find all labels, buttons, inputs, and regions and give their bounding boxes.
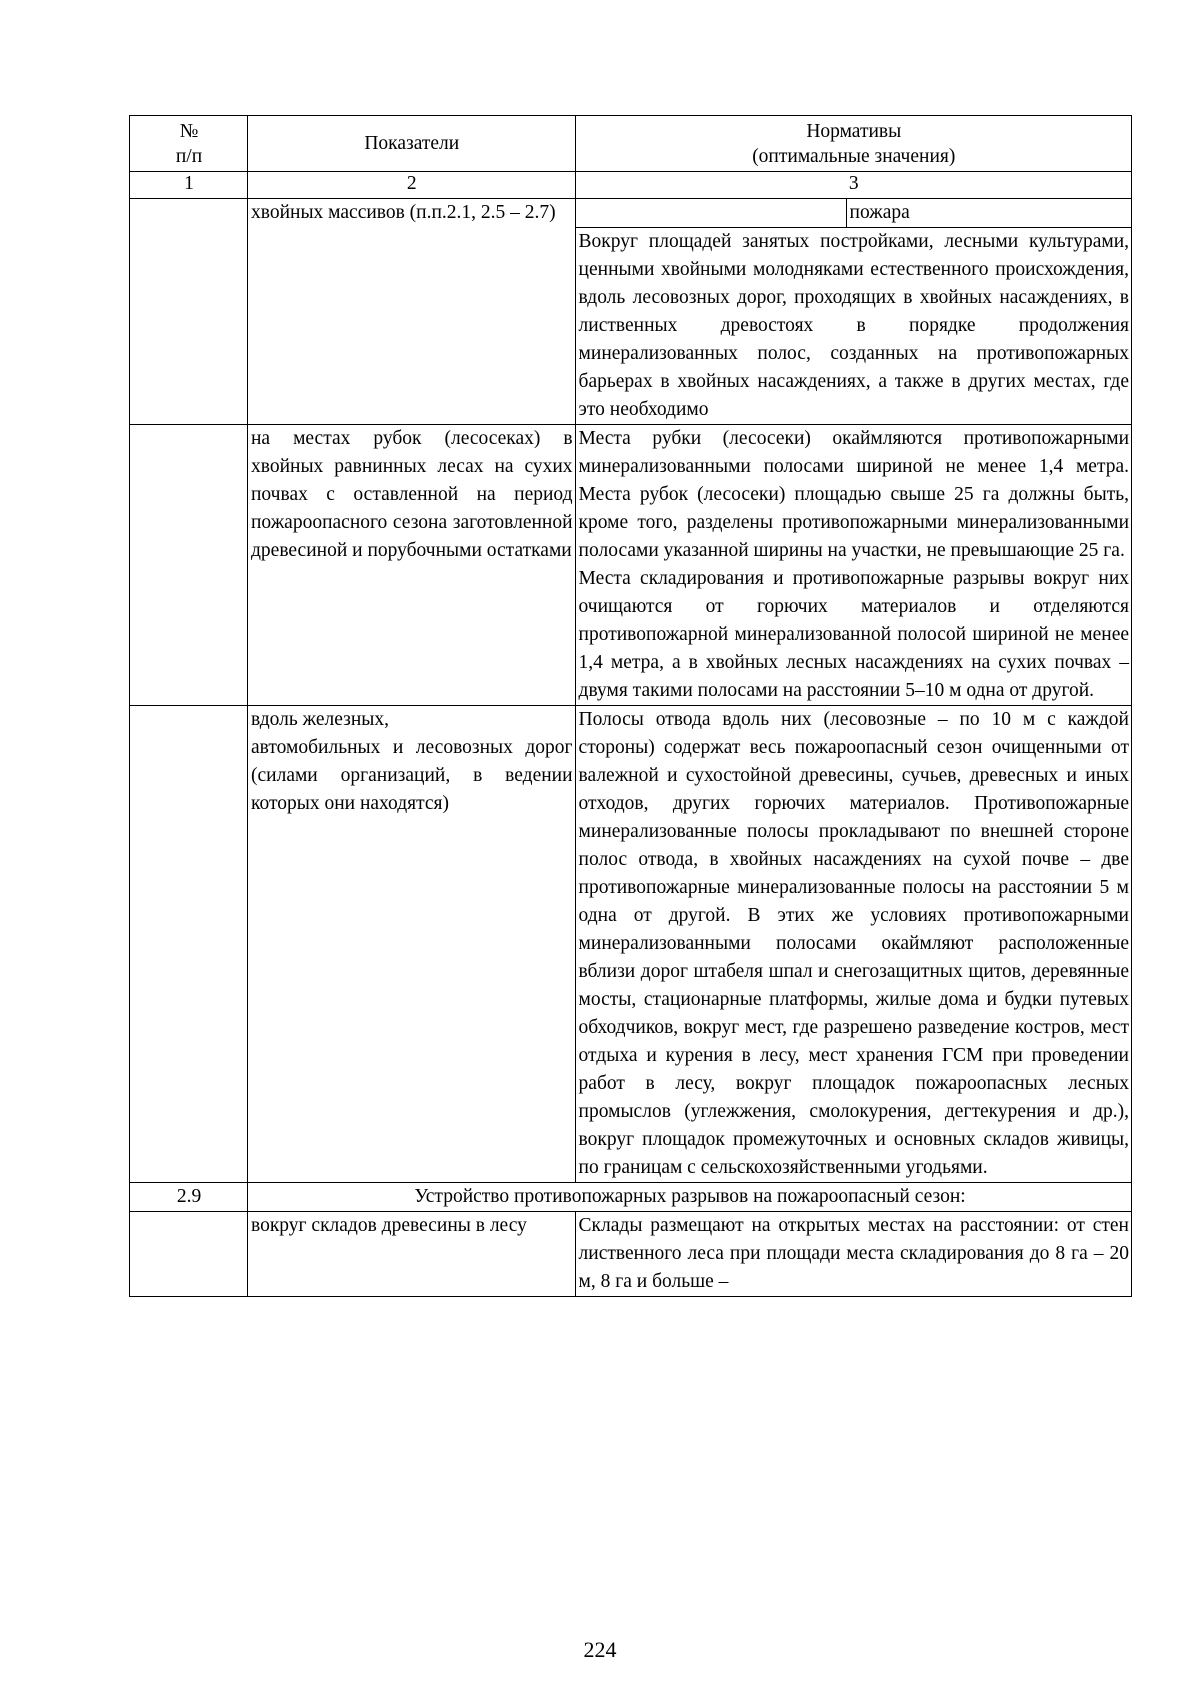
indicator-cell <box>248 425 576 706</box>
indicator-cell <box>248 1212 576 1297</box>
column-number-row <box>130 172 1132 199</box>
header-number: № п/п <box>130 116 248 172</box>
indicator-cell <box>248 706 576 1183</box>
section-title: Устройство противопожарных разрывов на пожароопасный сезон: <box>248 1183 1132 1212</box>
col-number-1: 1 <box>130 172 248 199</box>
col-number-2: 2 <box>248 172 576 199</box>
table-row <box>130 199 1132 425</box>
indicator-text: хвойных массивов (п.п.2.1, 2.5 – 2.7) <box>251 202 556 223</box>
norm-cell <box>575 425 1131 706</box>
row-number-cell <box>130 706 248 1183</box>
table-header-row <box>130 116 1132 172</box>
row-number-cell <box>130 199 248 425</box>
header-indicators: Показатели <box>248 116 576 172</box>
header-norms-title: Нормативы <box>806 120 902 142</box>
fragment-blank-cell <box>576 199 847 227</box>
norm-cell <box>575 199 1131 425</box>
page-number: 224 <box>583 1637 617 1662</box>
indicator-cell <box>248 199 576 425</box>
header-norms <box>575 116 1131 172</box>
indicator-text-line: вдоль железных, <box>251 709 389 730</box>
table-row <box>130 1212 1132 1297</box>
norms-table <box>129 115 1132 1297</box>
norm-text: Вокруг площадей занятых постройками, лесными культурами, ценными хвойными молодняками естественного происхождения, вдоль лесовозных дорог, проходящих в хвойных насаждениях, в лиственных древостоях в порядке продолжения минерализованных полос, созданных на противопожарных барьерах в хвойных насаждениях, а также в других местах, где это необходимо <box>578 231 1129 420</box>
norm-text: Полосы отвода вдоль них (лесовозные – по 10 м с каждой стороны) содержат весь пожароопасный сезон очищенными от валежной и сухостойной древесины, сучьев, древесных и иных отходов, других горючих материалов. Противопожарные минерализованные полосы прокладывают по внешней стороне полос отвода, в хвойных насаждениях на сухой почве – две противопожарные минерализованные полосы на расстоянии 5 м одна от другой. В этих же условиях противопожарными минерализованными полосами окаймляют расположенные вблизи дорог штабеля шпал и снегозащитных щитов, деревянные мосты, стационарные платформы, жилые дома и будки путевых обходчиков, вокруг мест, где разрешено разведение костров, мест отдыха и курения в лесу, мест хранения ГСМ при проведении работ в лесу, вокруг площадок пожароопасных лесных промыслов (углежжения, смолокурения, дегтекурения и др.), вокруг площадок промежуточных и основных складов живицы, по границам с сельскохозяйственными угодьями. <box>578 709 1129 1178</box>
norm-paragraph: Места складирования и противопожарные разрывы вокруг них очищаются от горючих материалов и отделяются противопожарной минерализованной полосой шириной не менее 1,4 метра, а в хвойных лесных насаждениях на сухих почвах – двумя такими полосами на расстоянии 5–10 м одна от другой. <box>578 568 1129 701</box>
norm-text: Склады размещают на открытых местах на расстоянии: от стен лиственного леса при площади места складирования до 8 га – 20 м, 8 га и больше – <box>578 1215 1129 1292</box>
section-number: 2.9 <box>130 1183 248 1212</box>
table-row <box>130 706 1132 1183</box>
norm-cell <box>575 1212 1131 1297</box>
section-row <box>130 1183 1132 1212</box>
continued-fragment <box>576 199 1131 228</box>
table-row <box>130 425 1132 706</box>
row-number-cell <box>130 1212 248 1297</box>
header-norms-subtitle: (оптимальные значения) <box>752 145 956 167</box>
col-number-3: 3 <box>575 172 1131 199</box>
indicator-text: вокруг складов древесины в лесу <box>251 1215 527 1236</box>
indicator-text: на местах рубок (лесосеках) в хвойных равнинных лесах на сухих почвах с оставленной на период пожароопасного сезона заготовленной древесиной и порубочными остатками <box>251 428 573 561</box>
indicator-text: автомобильных и лесовозных дорог (силами организаций, в ведении которых они находятся) <box>251 737 573 814</box>
norm-cell <box>575 706 1131 1183</box>
row-number-cell <box>130 425 248 706</box>
fragment-text: пожара <box>849 202 910 223</box>
norm-paragraph: Места рубки (лесосеки) окаймляются противопожарными минерализованными полосами шириной не менее 1,4 метра. Места рубок (лесосеки) площадью свыше 25 га должны быть, кроме того, разделены противопожарными минерализованными полосами указанной ширины на участки, не превышающие 25 га. <box>578 428 1129 561</box>
